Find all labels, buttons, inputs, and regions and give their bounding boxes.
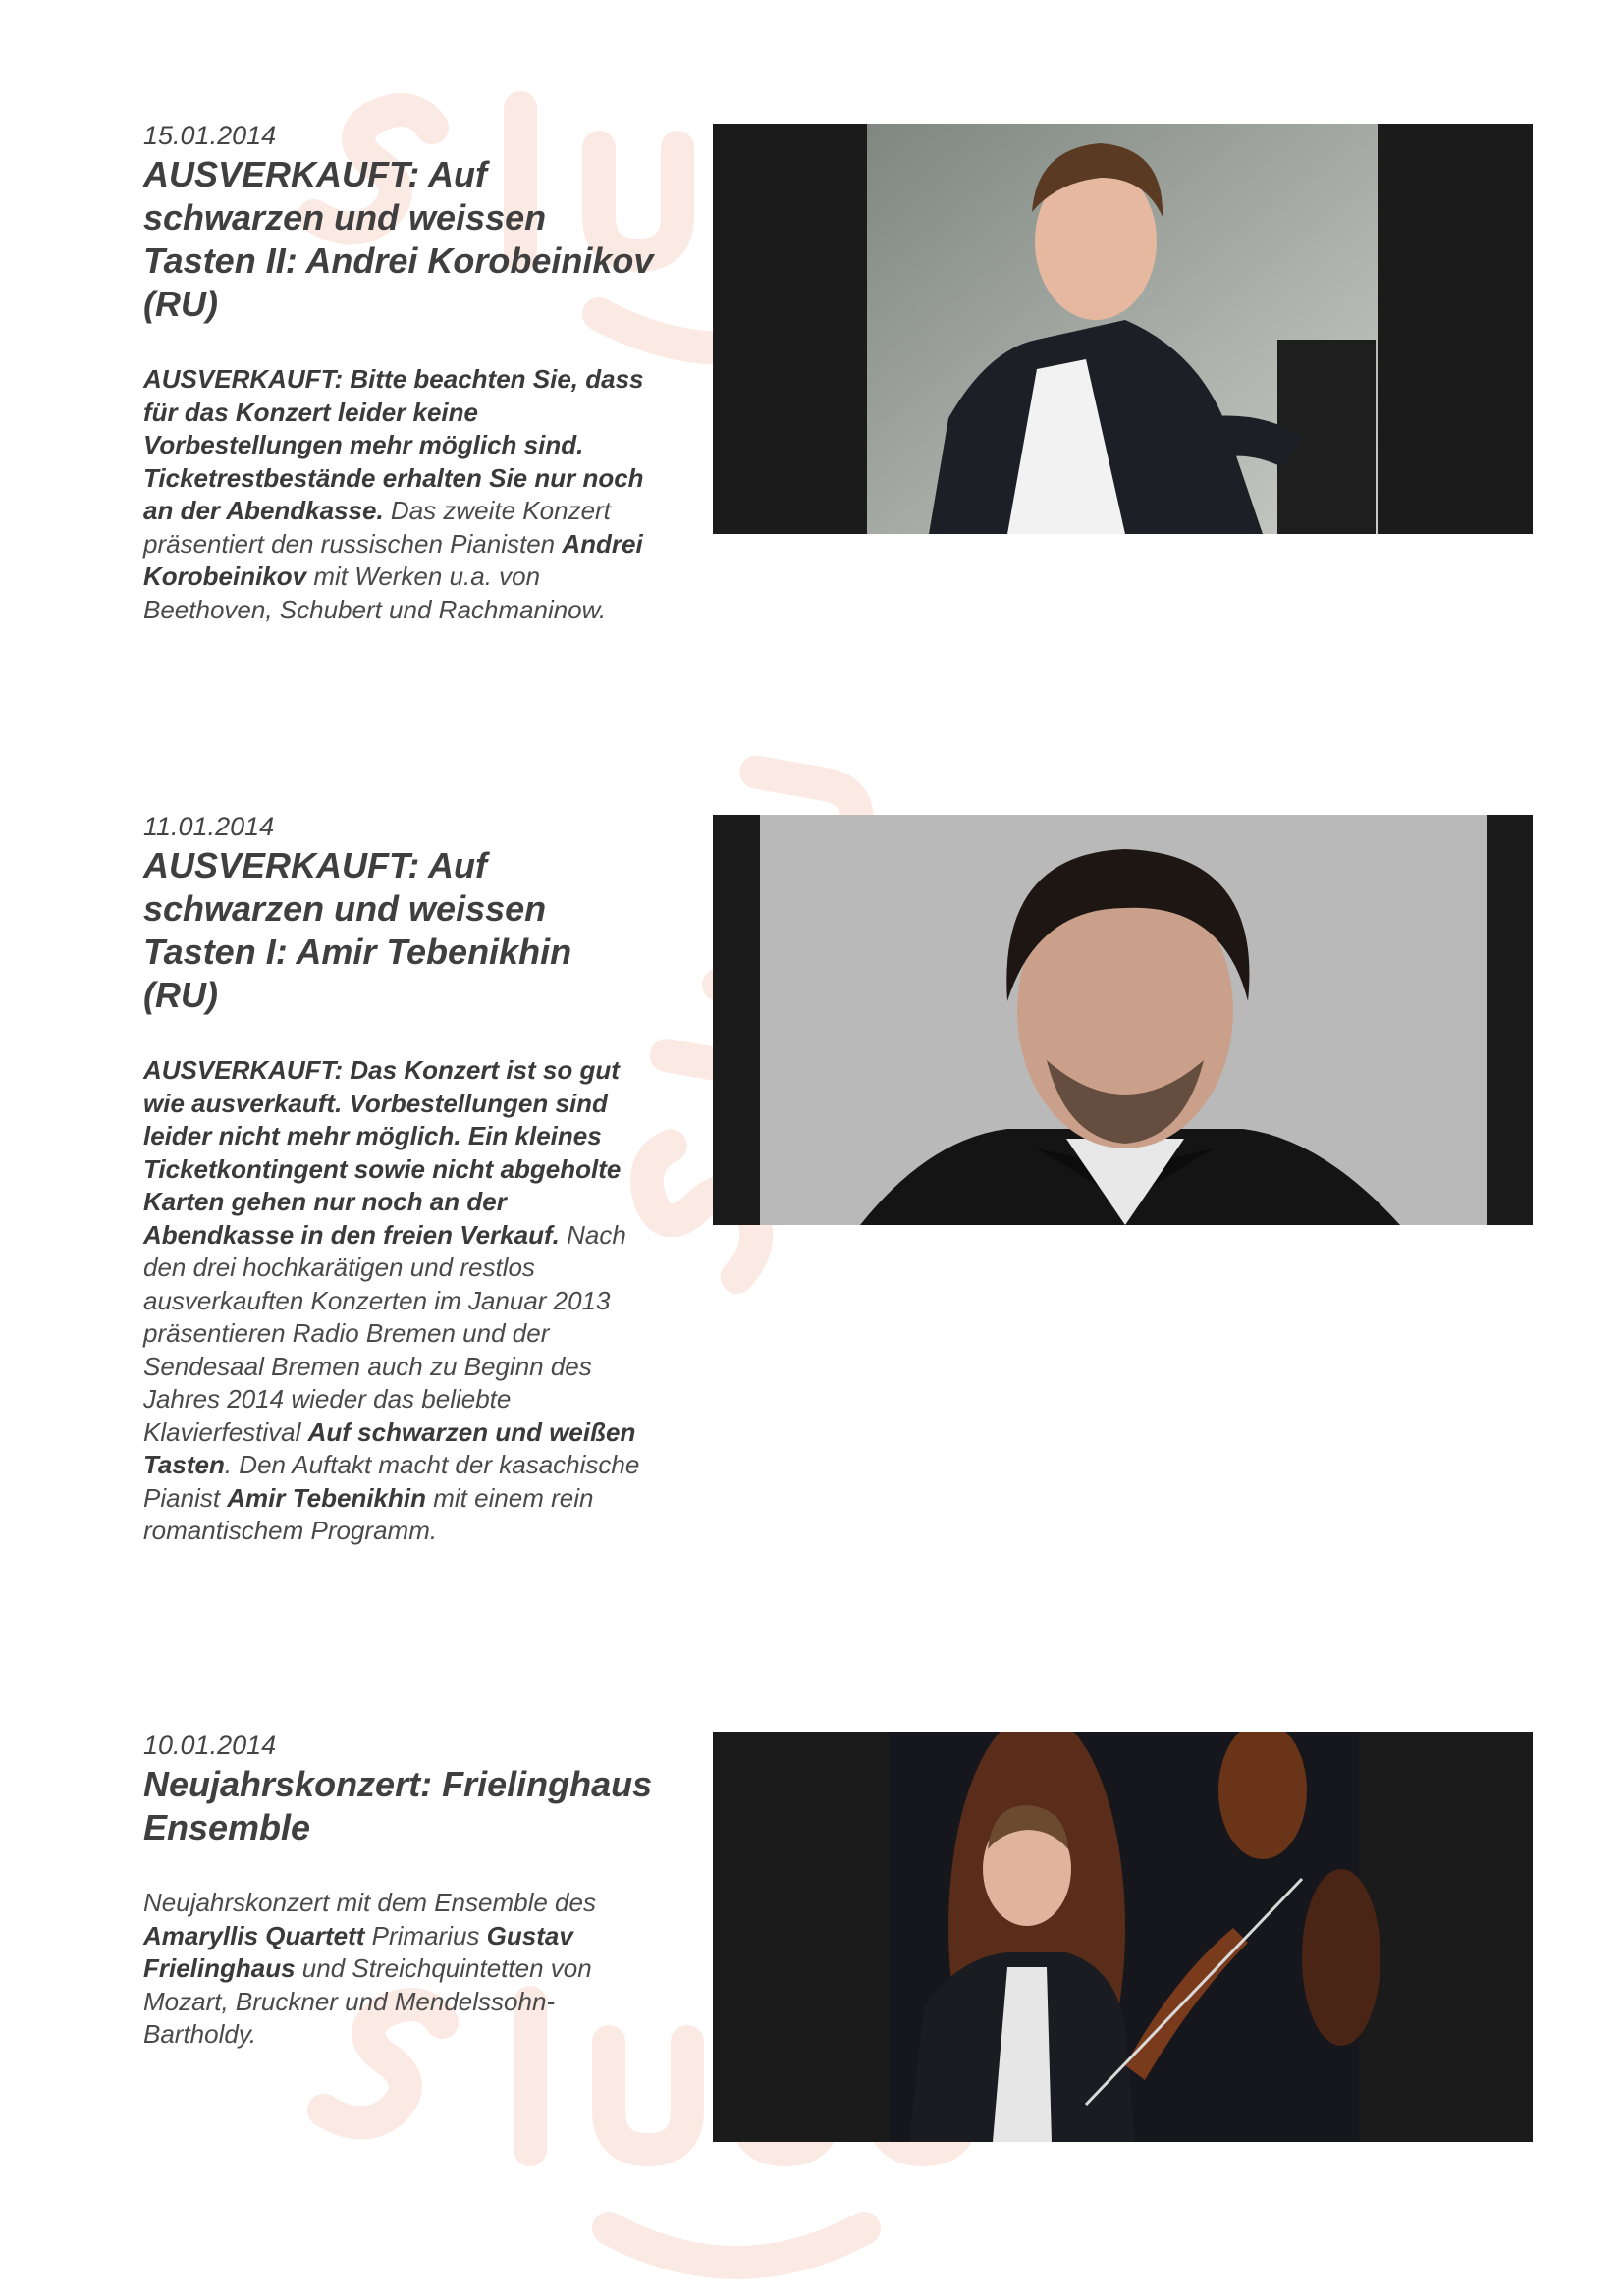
event-title[interactable]: Neujahrskonzert: Frielinghaus Ensemble xyxy=(143,1764,653,1847)
event-date: 15.01.2014 xyxy=(143,121,277,150)
description-text: und Streichquintetten von Mozart, Bruckner und Mendelssohn-Bartholdy. xyxy=(143,1953,592,2049)
event-text xyxy=(143,120,654,626)
description-bold-text: Gustav Frielinghaus xyxy=(143,1920,573,1983)
pianist-portrait-image xyxy=(713,815,1533,1225)
description-bold-text: Andrei Korobeinikov xyxy=(143,528,643,591)
description-text: mit Werken u.a. von Beethoven, Schubert und Rachmaninow. xyxy=(143,561,607,624)
description-text: Neujahrskonzert mit dem Ensemble des xyxy=(143,1888,596,1917)
event-title[interactable]: AUSVERKAUFT: Auf schwarzen und weissen Tasten I: Amir Tebenikhin (RU) xyxy=(143,845,572,1015)
pianist-portrait-image xyxy=(713,124,1533,534)
event-title[interactable]: AUSVERKAUFT: Auf schwarzen und weissen Tasten II: Andrei Korobeinikov (RU) xyxy=(143,154,654,324)
description-text: Nach den drei hochkarätigen und restlos ausverkauften Konzerten im Januar 2013 präsentieren Radio Bremen und der Sendesaal Bremen auch zu Beginn des Jahres 2014 wieder das beliebte Klavierfestival xyxy=(143,1219,626,1447)
event-photo[interactable] xyxy=(713,124,1533,534)
description-text: mit einem rein romantischem Programm. xyxy=(143,1482,594,1545)
event-text xyxy=(143,811,654,1548)
violinist-portrait-image xyxy=(713,1732,1533,2142)
event-description xyxy=(143,363,654,626)
event-date: 11.01.2014 xyxy=(143,812,275,841)
event-description xyxy=(143,1887,654,2052)
event-photo[interactable] xyxy=(713,1732,1533,2142)
description-bold-text: Auf schwarzen und weißen Tasten xyxy=(143,1416,636,1479)
description-bold-text: Amaryllis Quartett xyxy=(143,1920,365,1950)
event-description xyxy=(143,1054,654,1548)
description-text: Das zweite Konzert präsentiert den russischen Pianisten xyxy=(143,496,611,559)
event-text xyxy=(143,1730,654,2052)
description-bold-text: Amir Tebenikhin xyxy=(227,1482,426,1513)
event-photo[interactable] xyxy=(713,815,1533,1225)
description-bold-text: AUSVERKAUFT: Das Konzert ist so gut wie ausverkauft. Vorbestellungen sind leider nicht mehr möglich. Ein kleines Ticketkontingent sowie nicht abgeholte Karten gehen nur noch an der Abendkasse in den freien Verkauf. xyxy=(143,1055,622,1250)
description-text: Primarius xyxy=(364,1920,487,1950)
description-bold-text: AUSVERKAUFT: Bitte beachten Sie, dass für das Konzert leider keine Vorbestellungen mehr möglich sind. Ticketrestbestände erhalten Sie nur noch an der Abendkasse. xyxy=(143,364,644,525)
description-text: . Den Auftakt macht der kasachische Pianist xyxy=(143,1450,640,1513)
event-date: 10.01.2014 xyxy=(143,1731,277,1760)
